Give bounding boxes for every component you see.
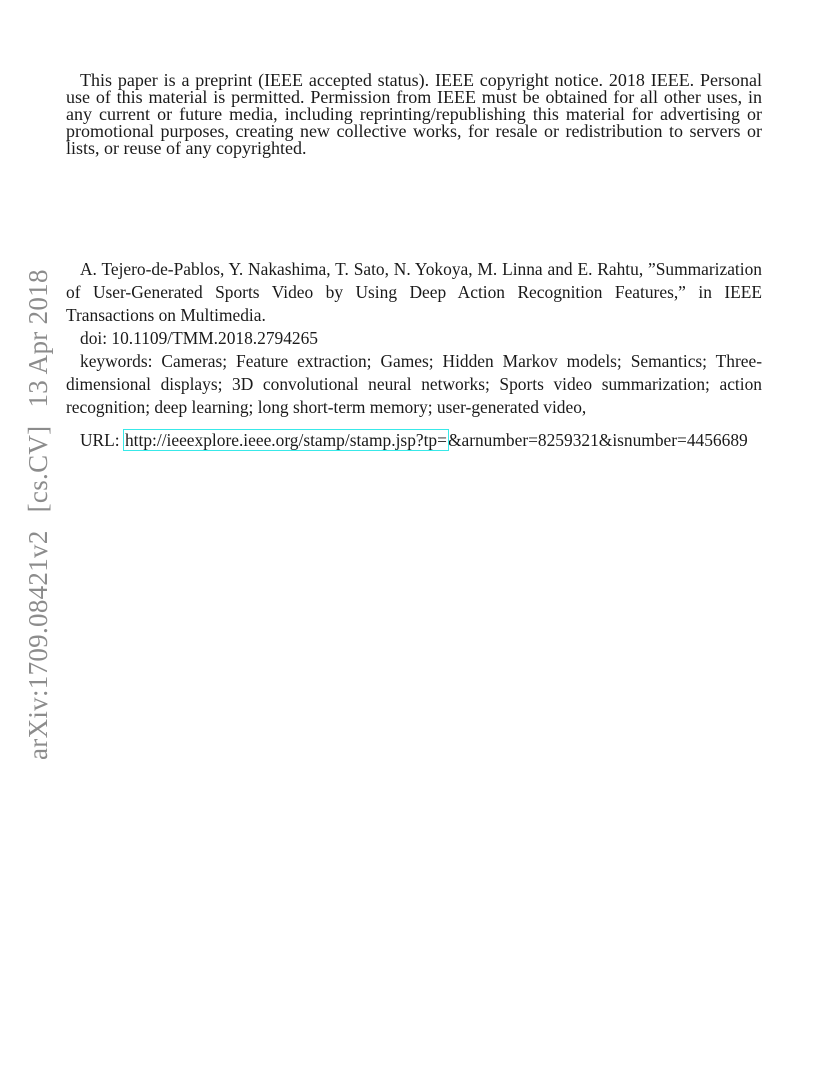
url-link[interactable]: http://ieeexplore.ieee.org/stamp/stamp.jsp?tp=	[124, 430, 447, 450]
arxiv-date: 13 Apr 2018	[23, 269, 53, 408]
arxiv-category: [cs.CV]	[23, 425, 53, 513]
url-label: URL:	[80, 430, 120, 450]
citation-reference: A. Tejero-de-Pablos, Y. Nakashima, T. Sato, N. Yokoya, M. Linna and E. Rahtu, ”Summarization of User-Generated Sports Video by Using Deep Action Recognition Features,” in IEEE Transactions on Multimedia.	[66, 259, 762, 325]
arxiv-id: arXiv:1709.08421v2	[23, 530, 53, 760]
citation-url-line	[80, 429, 748, 452]
citation-keywords: keywords: Cameras; Feature extraction; Games; Hidden Markov models; Semantics; Three-dimensional displays; 3D convolutional neural networks; Sports video summarization; action recognition; deep learning; long short-term memory; user-generated video,	[66, 351, 762, 417]
copyright-notice: This paper is a preprint (IEEE accepted status). IEEE copyright notice. 2018 IEEE. Personal use of this material is permitted. Permission from IEEE must be obtained for all other uses, in any current or future media, including reprinting/republishing this material for advertising or promotional purposes, creating new collective works, for resale or redistribution to servers or lists, or reuse of any copyrighted.	[66, 70, 762, 158]
citation-block	[66, 258, 762, 419]
arxiv-stamp	[23, 269, 53, 760]
url-rest: &arnumber=8259321&isnumber=4456689	[447, 430, 748, 450]
citation-doi: doi: 10.1109/TMM.2018.2794265	[80, 328, 318, 348]
